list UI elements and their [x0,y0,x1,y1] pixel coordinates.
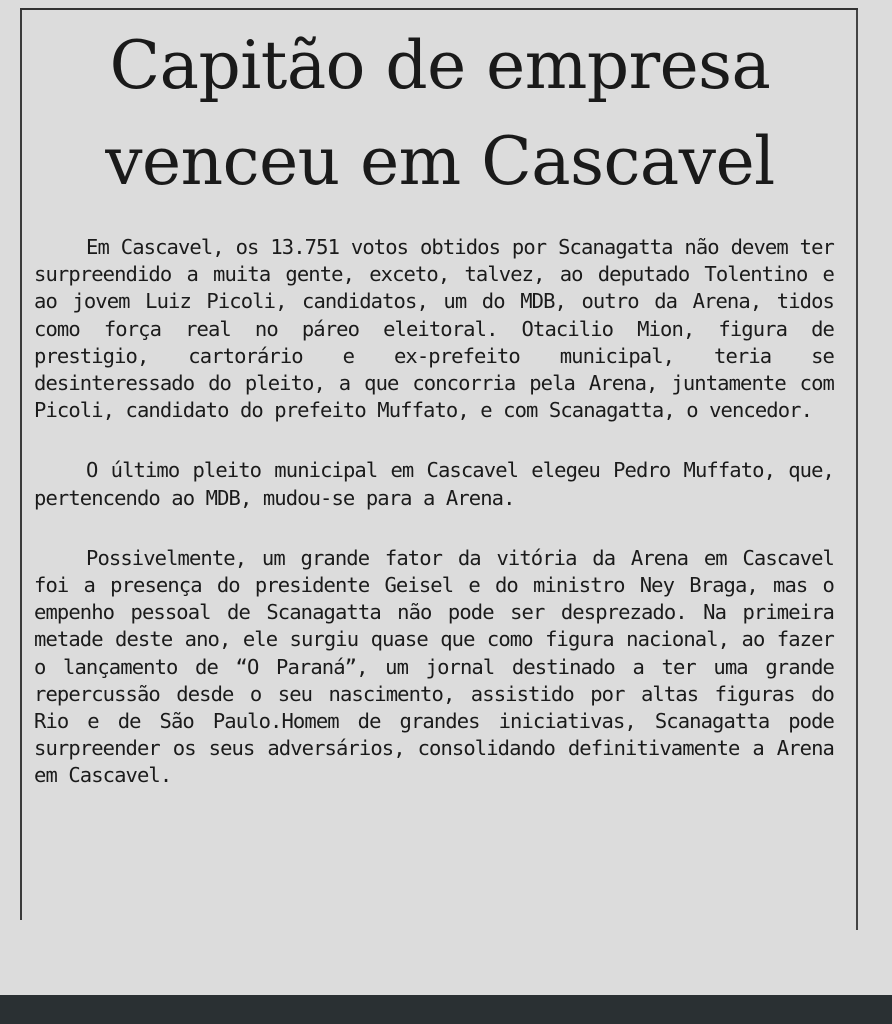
viewer-bottom-bar [0,995,892,1024]
column-rule-left [20,10,22,920]
article-headline [30,18,850,210]
article-paragraph-2: O último pleito municipal em Cascavel elegeu Pedro Muffato, que, pertencendo ao MDB, mudou-se para a Arena. [34,458,834,510]
column-rule-right [856,10,858,930]
article-body [34,234,834,790]
article-paragraph-1: Em Cascavel, os 13.751 votos obtidos por Scanagatta não devem ter surpreendido a muita gente, exceto, talvez, ao deputado Tolentino e ao jovem Luiz Picoli, candidatos, um do MDB, outro da Arena, tidos como força real no páreo eleitoral. Otacilio Mion, figura de prestigio, cartorário e ex-prefeito municipal, teria se desinteressado do pleito, a que concorria pela Arena, juntamente com Picoli, candidato do prefeito Muffato, e com Scanagatta, o vencedor. [34,235,834,423]
article-paragraph-3: Possivelmente, um grande fator da vitória da Arena em Cascavel foi a presença do presidente Geisel e do ministro Ney Braga, mas o empenho pessoal de Scanagatta não pode ser desprezado. Na primeira metade deste ano, ele surgiu quase que como figura nacional, ao fazer o lançamento de “O Paraná”, um jornal destinado a ter uma grande repercussão desde o seu nascimento, assistido por altas figuras do Rio e de São Paulo.Homem de grandes iniciativas, Scanagatta pode surpreender os seus adversários, consolidando definitivamente a Arena em Cascavel. [34,545,834,788]
headline-line-1: Capitão de empresa [109,27,771,104]
top-rule [20,8,858,10]
headline-line-2: venceu em Cascavel [105,123,775,200]
